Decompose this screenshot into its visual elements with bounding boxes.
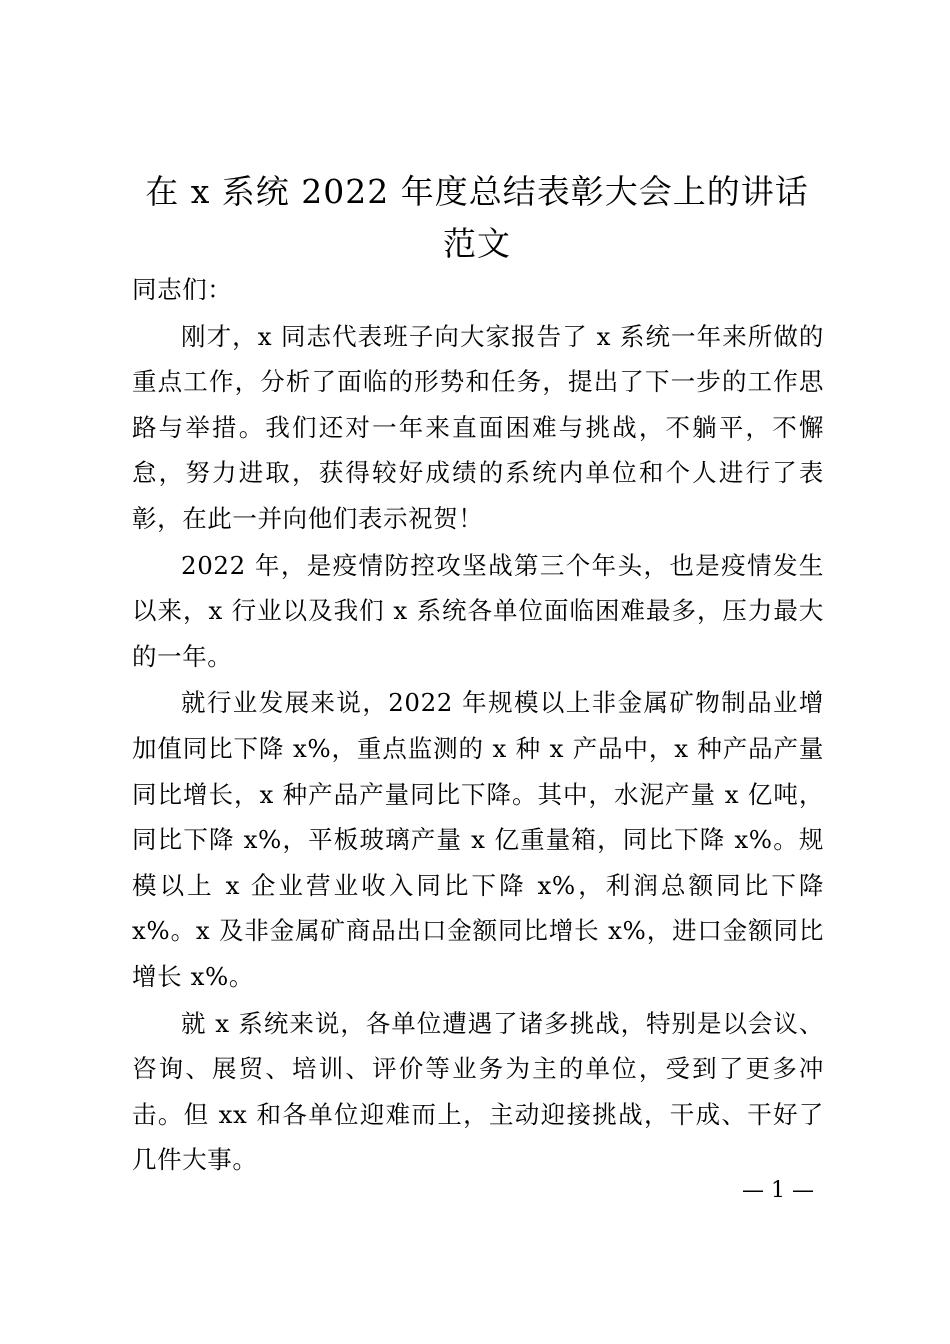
paragraph-2: 2022 年，是疫情防控攻坚战第三个年头，也是疫情发生以来，x 行业以及我们 x 系统各单位面临困难最多，压力最大的一年。 (132, 550, 824, 671)
document-title: 在 x 系统 2022 年度总结表彰大会上的讲话范文 (145, 172, 809, 263)
salutation: 同志们： (132, 275, 233, 304)
paragraph-1: 刚才，x 同志代表班子向大家报告了 x 系统一年来所做的重点工作，分析了面临的形势和任务，提出了下一步的工作思路与举措。我们还对一年来直面困难与挑战，不躺平，不懈怠，努力进取，获得较好成绩的系统内单位和个人进行了表彰，在此一并向他们表示祝贺！ (132, 321, 824, 533)
paragraph-4: 就 x 系统来说，各单位遭遇了诸多挑战，特别是以会议、咨询、展贸、培训、评价等业务为主的单位，受到了更多冲击。但 xx 和各单位迎难而上，主动迎接挑战，干成、干好了几件大事。 (132, 1008, 824, 1175)
page-number: — 1 — (742, 1178, 814, 1203)
document-body (132, 267, 824, 1183)
paragraph-3: 就行业发展来说，2022 年规模以上非金属矿物制品业增加值同比下降 x%，重点监测的 x 种 x 产品中，x 种产品产量同比增长，x 种产品产量同比下降。其中，水泥产量 x 亿吨，同比下降 x%，平板玻璃产量 x 亿重量箱，同比下降 x%。规模以上 x 企业营业收入同比下降 x%，利润总额同比下降 x%。x 及非金属矿商品出口金额同比增长 x%，进口金额同比增长 x%。 (132, 688, 824, 991)
